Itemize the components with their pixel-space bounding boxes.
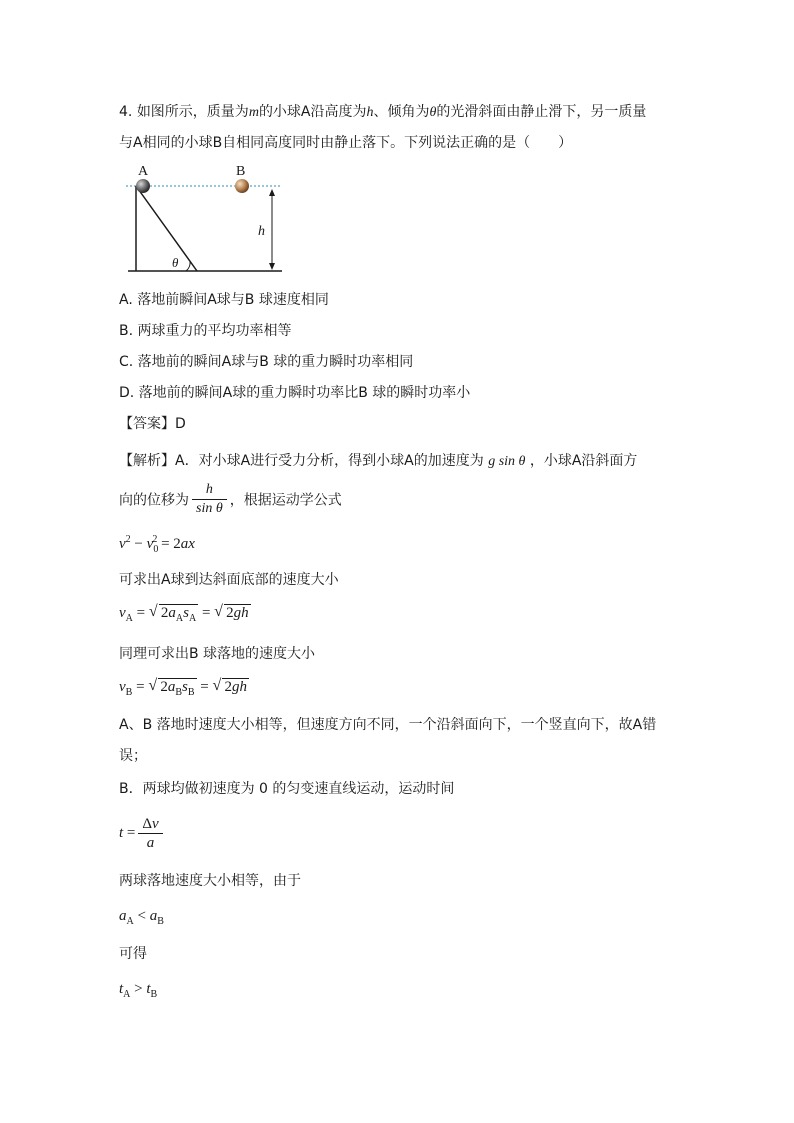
analysis-line-6: 误； <box>119 748 147 764</box>
label-h: h <box>258 224 265 239</box>
answer-tag: 【答案】 <box>119 416 175 432</box>
option-b: B. 两球重力的平均功率相等 <box>119 323 292 339</box>
option-d: D. 落地前的瞬间A球的重力瞬时功率比B 球的瞬时功率小 <box>119 385 471 401</box>
question-text: 的小球A沿高度为 <box>258 104 367 120</box>
analysis-line-3: 可求出A球到达斜面底部的速度大小 <box>119 572 339 588</box>
height-arrow-up <box>269 189 275 196</box>
incline-slope <box>136 186 197 271</box>
incline-figure <box>120 160 290 275</box>
equation-t: t = $\frac{\Delta v}{a}$ <box>119 815 166 852</box>
equation-vb: $v_B$ = √ $2a_Bs_B$ = √ 2gh <box>119 677 247 698</box>
analysis-text: A．对小球A进行受力分析，得到小球A的加速度为 <box>175 453 484 469</box>
analysis-line-1 <box>119 451 637 472</box>
frac-numerator: h <box>205 482 213 497</box>
analysis-tag: 【解析】 <box>119 453 175 469</box>
analysis-line-8: 两球落地速度大小相等，由于 <box>119 873 301 889</box>
height-arrow-down <box>269 263 275 270</box>
ball-a <box>136 179 150 193</box>
question-line-2: 与A相同的小球B自相同高度同时由静止落下。下列说法正确的是（ ） <box>119 135 573 151</box>
analysis-line-7: B．两球均做初速度为 0 的匀变速直线运动，运动时间 <box>119 781 455 797</box>
analysis-line-4: 同理可求出B 球落地的速度大小 <box>119 646 316 662</box>
label-b: B <box>236 164 246 179</box>
label-a: A <box>138 164 149 179</box>
g-sin-theta: g sin θ <box>488 454 526 469</box>
equation-va: $v_A$ = √ $2a_As_A$ = √ 2gh <box>119 603 249 624</box>
angle-symbol: θ <box>429 105 437 120</box>
question-text: 、倾角为 <box>373 104 430 120</box>
question-line-1 <box>119 102 646 123</box>
analysis-text: 向的位移为 <box>119 492 189 509</box>
analysis-line-5: A、B 落地时速度大小相等，但速度方向不同，一个沿斜面向下，一个竖直向下，故A错 <box>119 717 657 733</box>
equation-a-compare: $a_A < a_B$ <box>119 908 164 927</box>
h-over-sin-theta <box>192 481 227 518</box>
analysis-text: ，小球A沿斜面方 <box>529 453 638 469</box>
answer-line <box>119 414 186 434</box>
ball-b <box>235 179 249 193</box>
label-theta: θ <box>172 255 179 270</box>
answer-value: D <box>175 416 186 432</box>
option-a: A. 落地前瞬间A球与B 球速度相同 <box>119 292 329 308</box>
mass-symbol: m <box>248 105 259 120</box>
analysis-line-9: 可得 <box>119 946 147 962</box>
height-symbol: h <box>366 105 374 120</box>
option-c: C. 落地前的瞬间A球与B 球的重力瞬时功率相同 <box>119 354 414 370</box>
angle-arc <box>186 261 190 271</box>
question-number: 4. <box>119 104 133 120</box>
equation-kinematics: $v^2 - v_0^2 = 2ax$ <box>119 534 195 555</box>
equation-t-compare: $t_A > t_B$ <box>119 981 158 1000</box>
frac-denominator: sin θ <box>192 499 227 518</box>
question-text: 如图所示，质量为 <box>136 104 249 120</box>
analysis-text: ，根据运动学公式 <box>229 492 342 509</box>
analysis-line-2 <box>119 481 342 518</box>
question-text: 的光滑斜面由静止滑下，另一质量 <box>436 104 647 120</box>
